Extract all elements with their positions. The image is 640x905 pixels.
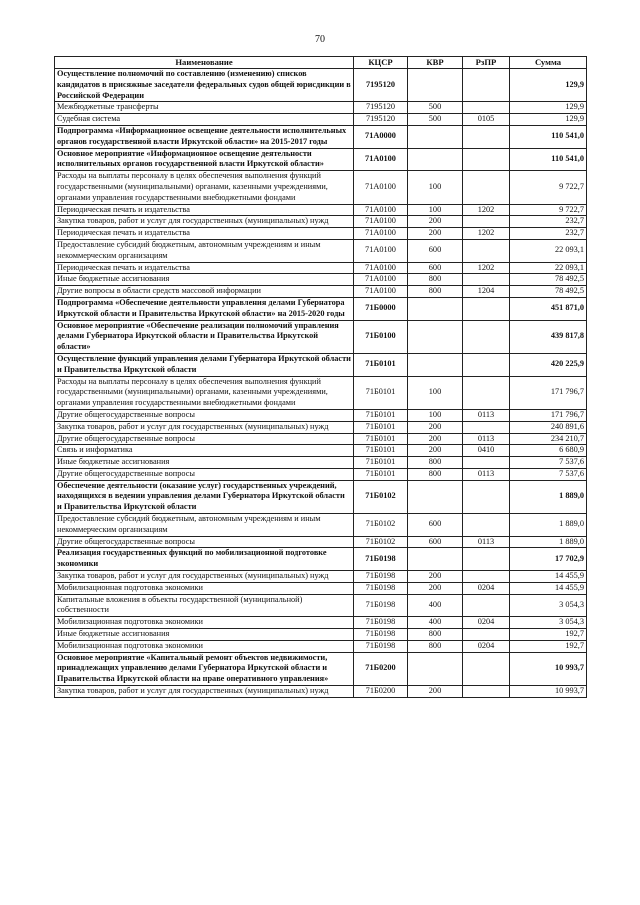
row-sum-cell: 110 541,0 [510, 148, 587, 171]
row-kvr-cell: 100 [408, 171, 463, 204]
row-name-cell: Другие общегосударственные вопросы [55, 536, 354, 548]
row-name-cell: Основное мероприятие «Информационное освещение деятельности исполнительных органов государственной власти Иркутской области» [55, 148, 354, 171]
row-rzpr-cell: 0113 [463, 433, 510, 445]
row-sum-cell: 6 680,9 [510, 445, 587, 457]
row-sum-cell: 78 492,5 [510, 286, 587, 298]
row-name-cell: Подпрограмма «Обеспечение деятельности управления делами Губернатора Иркутской области и Правительства Иркутской области» на 2015-2020 годы [55, 297, 354, 320]
row-kvr-cell [408, 148, 463, 171]
row-sum-cell: 192,7 [510, 640, 587, 652]
row-rzpr-cell [463, 480, 510, 513]
row-kcsr-cell: 71Б0101 [354, 376, 408, 409]
row-sum-cell: 232,7 [510, 216, 587, 228]
row-name-cell: Расходы на выплаты персоналу в целях обеспечения выполнения функций государственными (муниципальными) органами, казенными учреждениями, органами управления государственными внебюджетными фондами [55, 171, 354, 204]
row-name-cell: Периодическая печать и издательства [55, 204, 354, 216]
row-kcsr-cell: 71А0100 [354, 286, 408, 298]
row-name-cell: Другие вопросы в области средств массовой информации [55, 286, 354, 298]
row-sum-cell: 22 093,1 [510, 262, 587, 274]
row-kvr-cell [408, 652, 463, 685]
row-name-cell: Закупка товаров, работ и услуг для государственных (муниципальных) нужд [55, 421, 354, 433]
table-row [55, 102, 587, 114]
table-row [55, 480, 587, 513]
row-name-cell: Осуществление функций управления делами Губернатора Иркутской области и Правительства Иркутской области [55, 353, 354, 376]
row-sum-cell: 171 796,7 [510, 376, 587, 409]
row-kcsr-cell: 71А0100 [354, 216, 408, 228]
row-kcsr-cell: 71Б0102 [354, 514, 408, 537]
row-sum-cell: 17 702,9 [510, 548, 587, 571]
row-kcsr-cell: 7195120 [354, 102, 408, 114]
row-kvr-cell: 800 [408, 468, 463, 480]
row-kvr-cell: 200 [408, 686, 463, 698]
row-kvr-cell [408, 320, 463, 353]
table-row [55, 629, 587, 641]
row-kvr-cell: 500 [408, 114, 463, 126]
row-sum-cell: 78 492,5 [510, 274, 587, 286]
row-kcsr-cell: 71Б0101 [354, 409, 408, 421]
row-name-cell: Иные бюджетные ассигнования [55, 457, 354, 469]
row-sum-cell: 129,9 [510, 69, 587, 102]
row-sum-cell: 14 455,9 [510, 582, 587, 594]
row-rzpr-cell [463, 216, 510, 228]
row-kvr-cell: 200 [408, 216, 463, 228]
row-rzpr-cell [463, 297, 510, 320]
row-rzpr-cell: 0113 [463, 468, 510, 480]
table-row [55, 457, 587, 469]
table-row [55, 548, 587, 571]
row-kvr-cell [408, 297, 463, 320]
row-name-cell: Закупка товаров, работ и услуг для государственных (муниципальных) нужд [55, 571, 354, 583]
table-row [55, 353, 587, 376]
row-kvr-cell: 400 [408, 594, 463, 617]
row-rzpr-cell: 0113 [463, 409, 510, 421]
row-sum-cell: 10 993,7 [510, 652, 587, 685]
row-sum-cell: 234 210,7 [510, 433, 587, 445]
row-kcsr-cell: 71А0100 [354, 148, 408, 171]
row-kcsr-cell: 71Б0198 [354, 640, 408, 652]
row-sum-cell: 1 889,0 [510, 536, 587, 548]
table-body [55, 69, 587, 698]
row-name-cell: Капитальные вложения в объекты государственной (муниципальной) собственности [55, 594, 354, 617]
table-row [55, 216, 587, 228]
row-kcsr-cell: 7195120 [354, 69, 408, 102]
row-name-cell: Закупка товаров, работ и услуг для государственных (муниципальных) нужд [55, 686, 354, 698]
row-name-cell: Осуществление полномочий по составлению (изменению) списков кандидатов в присяжные заседатели федеральных судов общей юрисдикции в Российской Федерации [55, 69, 354, 102]
row-kvr-cell [408, 480, 463, 513]
row-rzpr-cell: 1202 [463, 262, 510, 274]
row-rzpr-cell [463, 274, 510, 286]
row-name-cell: Основное мероприятие «Обеспечение реализации полномочий управления делами Губернатора Иркутской области и Правительства Иркутской области» [55, 320, 354, 353]
table-row [55, 421, 587, 433]
row-kcsr-cell: 71Б0101 [354, 353, 408, 376]
row-name-cell: Межбюджетные трансферты [55, 102, 354, 114]
table-row [55, 171, 587, 204]
row-rzpr-cell: 0204 [463, 582, 510, 594]
row-rzpr-cell: 0105 [463, 114, 510, 126]
table-row [55, 239, 587, 262]
table-row [55, 262, 587, 274]
row-rzpr-cell: 0410 [463, 445, 510, 457]
row-name-cell: Мобилизационная подготовка экономики [55, 617, 354, 629]
row-name-cell: Расходы на выплаты персоналу в целях обеспечения выполнения функций государственными (муниципальными) органами, казенными учреждениями, органами управления государственными внебюджетными фондами [55, 376, 354, 409]
row-kvr-cell: 400 [408, 617, 463, 629]
row-name-cell: Основное мероприятие «Капитальный ремонт объектов недвижимости, принадлежащих управлению делами Губернатора Иркутской области и Правительства Иркутской области на праве оперативного управления» [55, 652, 354, 685]
row-sum-cell: 171 796,7 [510, 409, 587, 421]
table-row [55, 445, 587, 457]
row-kvr-cell: 200 [408, 582, 463, 594]
row-name-cell: Судебная система [55, 114, 354, 126]
row-name-cell: Иные бюджетные ассигнования [55, 274, 354, 286]
row-sum-cell: 129,9 [510, 114, 587, 126]
row-sum-cell: 3 054,3 [510, 617, 587, 629]
row-rzpr-cell [463, 171, 510, 204]
row-sum-cell: 14 455,9 [510, 571, 587, 583]
row-kvr-cell: 600 [408, 239, 463, 262]
table-row [55, 409, 587, 421]
row-name-cell: Подпрограмма «Информационное освещение деятельности исполнительных органов государственной власти Иркутской области» на 2015-2017 годы [55, 125, 354, 148]
row-sum-cell: 22 093,1 [510, 239, 587, 262]
row-kvr-cell: 200 [408, 571, 463, 583]
row-rzpr-cell [463, 353, 510, 376]
table-row [55, 514, 587, 537]
row-rzpr-cell [463, 629, 510, 641]
row-kcsr-cell: 71Б0198 [354, 582, 408, 594]
row-kvr-cell: 800 [408, 640, 463, 652]
row-sum-cell: 9 722,7 [510, 204, 587, 216]
row-rzpr-cell: 0113 [463, 536, 510, 548]
table-row [55, 204, 587, 216]
row-name-cell: Закупка товаров, работ и услуг для государственных (муниципальных) нужд [55, 216, 354, 228]
row-rzpr-cell: 1202 [463, 228, 510, 240]
row-kcsr-cell: 71Б0101 [354, 433, 408, 445]
row-kvr-cell [408, 353, 463, 376]
row-rzpr-cell [463, 69, 510, 102]
row-kvr-cell: 200 [408, 421, 463, 433]
row-kcsr-cell: 71Б0000 [354, 297, 408, 320]
table-row [55, 69, 587, 102]
row-name-cell: Другие общегосударственные вопросы [55, 433, 354, 445]
row-name-cell: Реализация государственных функций по мобилизационной подготовке экономики [55, 548, 354, 571]
row-kcsr-cell: 71А0000 [354, 125, 408, 148]
row-kcsr-cell: 71Б0101 [354, 457, 408, 469]
row-rzpr-cell: 1204 [463, 286, 510, 298]
table-row [55, 617, 587, 629]
row-kcsr-cell: 71Б0101 [354, 468, 408, 480]
row-kcsr-cell: 71Б0198 [354, 629, 408, 641]
row-rzpr-cell [463, 421, 510, 433]
table-row [55, 594, 587, 617]
row-kcsr-cell: 71А0100 [354, 262, 408, 274]
table-row [55, 286, 587, 298]
header-rzpr: РзПР [463, 57, 510, 69]
table-row [55, 640, 587, 652]
row-rzpr-cell: 1202 [463, 204, 510, 216]
row-kvr-cell: 600 [408, 262, 463, 274]
row-kvr-cell [408, 69, 463, 102]
row-kcsr-cell: 71Б0102 [354, 536, 408, 548]
table-row [55, 376, 587, 409]
row-kvr-cell: 600 [408, 514, 463, 537]
row-kcsr-cell: 71Б0102 [354, 480, 408, 513]
table-row [55, 652, 587, 685]
table-row [55, 536, 587, 548]
row-kcsr-cell: 71Б0198 [354, 594, 408, 617]
row-sum-cell: 3 054,3 [510, 594, 587, 617]
row-sum-cell: 1 889,0 [510, 514, 587, 537]
row-rzpr-cell [463, 594, 510, 617]
row-kcsr-cell: 71А0100 [354, 274, 408, 286]
row-sum-cell: 129,9 [510, 102, 587, 114]
table-row [55, 433, 587, 445]
row-sum-cell: 451 871,0 [510, 297, 587, 320]
table-row [55, 297, 587, 320]
row-kvr-cell [408, 548, 463, 571]
row-kvr-cell: 500 [408, 102, 463, 114]
row-kcsr-cell: 71А0100 [354, 239, 408, 262]
row-kcsr-cell: 71Б0200 [354, 686, 408, 698]
row-kcsr-cell: 71Б0101 [354, 421, 408, 433]
row-name-cell: Предоставление субсидий бюджетным, автономным учреждениям и иным некоммерческим организациям [55, 239, 354, 262]
table-row [55, 468, 587, 480]
table-row [55, 274, 587, 286]
row-kcsr-cell: 71Б0198 [354, 571, 408, 583]
row-rzpr-cell [463, 376, 510, 409]
row-sum-cell: 7 537,6 [510, 457, 587, 469]
row-rzpr-cell [463, 652, 510, 685]
row-rzpr-cell: 0204 [463, 617, 510, 629]
row-rzpr-cell [463, 320, 510, 353]
row-rzpr-cell [463, 239, 510, 262]
row-sum-cell: 7 537,6 [510, 468, 587, 480]
row-rzpr-cell [463, 548, 510, 571]
row-sum-cell: 110 541,0 [510, 125, 587, 148]
row-kvr-cell: 800 [408, 286, 463, 298]
row-rzpr-cell [463, 148, 510, 171]
row-kcsr-cell: 71Б0100 [354, 320, 408, 353]
page-number: 70 [315, 34, 325, 45]
row-kvr-cell: 100 [408, 376, 463, 409]
row-kvr-cell: 100 [408, 409, 463, 421]
row-kcsr-cell: 71Б0198 [354, 548, 408, 571]
row-name-cell: Мобилизационная подготовка экономики [55, 640, 354, 652]
table-row [55, 148, 587, 171]
row-kcsr-cell: 71А0100 [354, 228, 408, 240]
row-kvr-cell: 200 [408, 228, 463, 240]
table-row [55, 228, 587, 240]
budget-table [54, 56, 587, 698]
row-kcsr-cell: 7195120 [354, 114, 408, 126]
row-kvr-cell: 800 [408, 629, 463, 641]
row-sum-cell: 192,7 [510, 629, 587, 641]
row-name-cell: Другие общегосударственные вопросы [55, 409, 354, 421]
row-sum-cell: 240 891,6 [510, 421, 587, 433]
header-kcsr: КЦСР [354, 57, 408, 69]
row-rzpr-cell [463, 102, 510, 114]
row-kvr-cell: 100 [408, 204, 463, 216]
row-kvr-cell: 800 [408, 457, 463, 469]
row-name-cell: Иные бюджетные ассигнования [55, 629, 354, 641]
row-kcsr-cell: 71А0100 [354, 204, 408, 216]
header-kvr: КВР [408, 57, 463, 69]
row-kcsr-cell: 71Б0198 [354, 617, 408, 629]
table-row [55, 686, 587, 698]
table-row [55, 114, 587, 126]
row-sum-cell: 232,7 [510, 228, 587, 240]
row-name-cell: Мобилизационная подготовка экономики [55, 582, 354, 594]
row-kcsr-cell: 71А0100 [354, 171, 408, 204]
row-sum-cell: 1 889,0 [510, 480, 587, 513]
row-kvr-cell: 200 [408, 445, 463, 457]
row-kvr-cell: 600 [408, 536, 463, 548]
row-name-cell: Периодическая печать и издательства [55, 228, 354, 240]
row-kcsr-cell: 71Б0101 [354, 445, 408, 457]
row-name-cell: Периодическая печать и издательства [55, 262, 354, 274]
header-name: Наименование [55, 57, 354, 69]
row-rzpr-cell [463, 514, 510, 537]
row-rzpr-cell [463, 571, 510, 583]
table-row [55, 125, 587, 148]
row-kcsr-cell: 71Б0200 [354, 652, 408, 685]
row-name-cell: Предоставление субсидий бюджетным, автономным учреждениям и иным некоммерческим организациям [55, 514, 354, 537]
table-row [55, 582, 587, 594]
row-sum-cell: 9 722,7 [510, 171, 587, 204]
row-kvr-cell [408, 125, 463, 148]
row-rzpr-cell [463, 686, 510, 698]
row-sum-cell: 10 993,7 [510, 686, 587, 698]
row-rzpr-cell: 0204 [463, 640, 510, 652]
row-kvr-cell: 800 [408, 274, 463, 286]
row-rzpr-cell [463, 125, 510, 148]
row-name-cell: Обеспечение деятельности (оказание услуг) государственных учреждений, находящихся в ведении управления делами Губернатора Иркутской области и Правительства Иркутской области [55, 480, 354, 513]
row-sum-cell: 439 817,8 [510, 320, 587, 353]
row-name-cell: Связь и информатика [55, 445, 354, 457]
row-name-cell: Другие общегосударственные вопросы [55, 468, 354, 480]
table-row [55, 320, 587, 353]
table-header-row [55, 57, 587, 69]
row-kvr-cell: 200 [408, 433, 463, 445]
header-sum: Сумма [510, 57, 587, 69]
row-sum-cell: 420 225,9 [510, 353, 587, 376]
row-rzpr-cell [463, 457, 510, 469]
table-row [55, 571, 587, 583]
